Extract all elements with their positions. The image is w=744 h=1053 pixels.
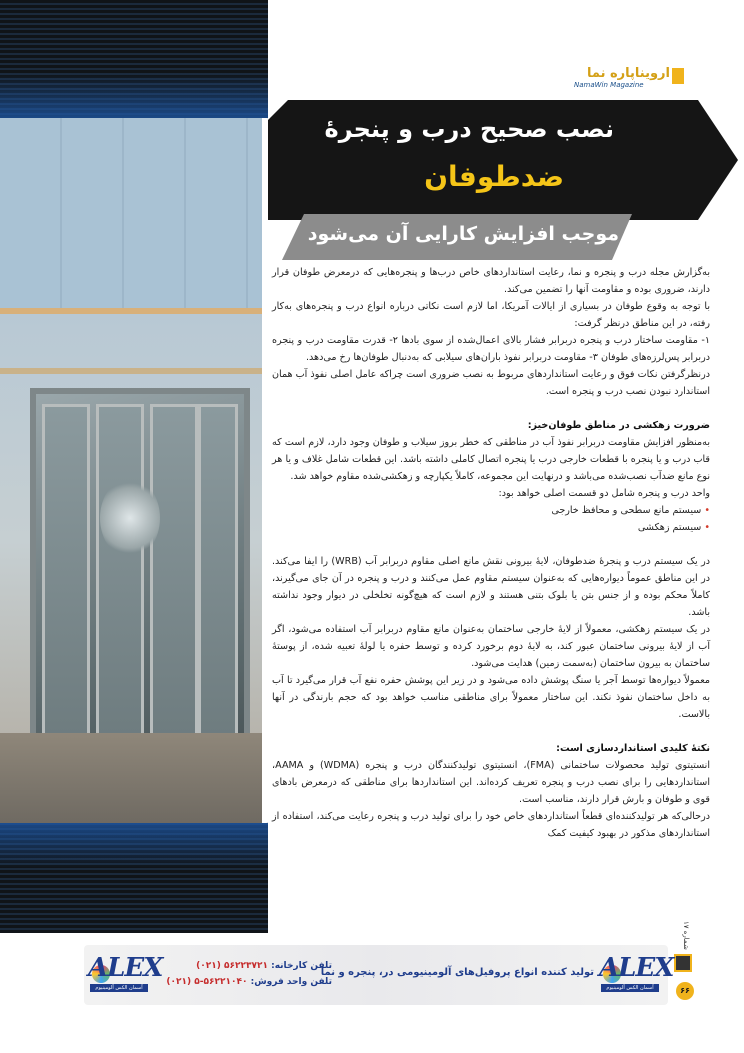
article-body: [272, 264, 710, 842]
alex-brand-text: ALEX: [599, 953, 674, 983]
article-paragraph: در یک سیستم درب و پنجرۀ ضدطوفان، لایۀ بیرونی نقش مانع اصلی مقاوم دربرابر آب (WRB) را ایفا می‌کند. در این مناطق عموماً دیواره‌هایی که به‌عنوان سیستم مقاوم عمل می‌کنند و درب و پنجره در آن جای می‌گیرند، کاملاً محکم بوده و از جنس بتن یا بلوک بتنی هستند و لازم است که هیچ‌گونه تخلخلی در دیوار وجود نداشته باشد.: [272, 556, 710, 618]
sales-phone: [162, 977, 332, 987]
magazine-logo-bar: [672, 68, 684, 84]
ad-tagline: تولید کننده انواع پروفیل‌های آلومینیومی در، پنجره و نما: [320, 967, 594, 978]
bullet-item: [272, 502, 710, 519]
article-subtitle: موجب افزایش کارایی آن می‌شود: [307, 223, 619, 245]
magazine-logo-text: ارویناپاره نما: [586, 66, 670, 81]
photo-beam: [0, 308, 268, 314]
section-marker-icon: [674, 954, 692, 972]
section-heading: نکتۀ کلیدی استانداردسازی است:: [556, 743, 710, 754]
article-paragraph: واحد درب و پنجره شامل دو قسمت اصلی خواهد بود:: [498, 488, 710, 499]
factory-phone-label: تلفن کارخانه:: [271, 961, 332, 971]
header-glow: [0, 73, 268, 118]
article-paragraph: درنظرگرفتن نکات فوق و رعایت استانداردهای مربوط به نصب ضروری است چراکه عامل اصلی نفوذ آب همان استاندارد نبودن نصب درب و پنجره است.: [272, 369, 710, 397]
footer-dark-band: [0, 823, 268, 933]
storm-window-photo: [0, 118, 268, 823]
article-paragraph: ۱- مقاومت ساختار درب و پنجره دربرابر فشار بالای اعمال‌شده از سوی بادها ۲- قدرت مقاومت درب و پنجره دربرابر پس‌لرزه‌های طوفان ۳- مقاومت دربرابر نفوذ باران‌های سیلابی که به‌دنبال طوفان‌ها رخ می‌دهد.: [272, 335, 710, 363]
photo-border: [262, 118, 272, 823]
sales-phone-number: ۵۶۲۲۱۰۴۰-۵ (۰۲۱): [166, 977, 248, 987]
section-heading: ضرورت زهکشی در مناطق طوفان‌خیز:: [527, 420, 710, 431]
bullet-text: سیستم زهکشی: [637, 522, 702, 533]
article-paragraph: در یک سیستم زهکشی، معمولاً از لایۀ خارجی ساختمان به‌عنوان مانع مقاوم دربرابر آب استفاده می‌شود، اگر آب از لایۀ بیرونی ساختمان عبور کند، به لایۀ دوم برخورد کرده و توسط حفره یا لولۀ تعبیه شده، از پوستۀ ساختمان به بیرون ساختمان (به‌سمت زمین) هدایت می‌شود.: [272, 624, 710, 669]
factory-phone: [162, 961, 332, 971]
article-paragraph: با توجه به وقوع طوفان در بسیاری از ایالات آمریکا، اما لازم است نکاتی درباره انواع درب و پنجره‌های به‌کار رفته، در این مناطق درنظر گرفت:: [272, 301, 710, 329]
advertisement-banner[interactable]: [84, 945, 674, 1005]
photo-glass-pane: [198, 404, 238, 762]
issue-number: شماره ۱۷: [682, 920, 690, 950]
magazine-logo-subtitle: NamaWin Magazine: [574, 81, 644, 89]
bullet-text: سیستم مانع سطحی و محافظ خارجی: [551, 505, 702, 516]
header-dark-band: [0, 0, 268, 118]
paragraph-gap: [272, 536, 710, 553]
article-paragraph: به‌گزارش مجله درب و پنجره و نما، رعایت استانداردهای خاص درب‌ها و پنجره‌هایی که درمعرض طوفان قرار دارند، ضروری بوده و مقاومت آنها را تضمین می‌کند.: [272, 267, 710, 295]
alex-brand-caption: آسمان الکس آلومینیوم: [601, 984, 659, 992]
footer-glow: [0, 823, 268, 868]
photo-glass-crack: [100, 478, 160, 558]
article-title-highlight: ضدطوفان: [424, 160, 564, 193]
article-title: نصب صحیح درب و پنجرۀ: [324, 115, 614, 143]
photo-floor: [0, 733, 268, 823]
paragraph-gap: [272, 723, 710, 740]
article-paragraph: به‌منظور افزایش مقاومت دربرابر نفوذ آب در مناطقی که خطر بروز سیلاب و طوفان وجود دارد، لازم است که قاب درب و یا پنجره با قطعات خارجی درب یا پنجره اتصال کاملی داشته باشد. این قطعات شامل غلاف و یا هر نوع مانع ضدآب نصب‌شده می‌باشد و درنهایت این مجموعه، کاملاً یکپارچه و زهکشی‌شده مقاوم خواهد شد.: [272, 437, 710, 482]
photo-glass-pane: [96, 404, 144, 762]
article-paragraph: معمولاً دیواره‌ها توسط آجر یا سنگ پوشش داده می‌شود و در زیر این پوشش حفره نفع آب قرار می‌گیرد تا آب به داخل ساختمان نفوذ نکند. این ساختار معمولاً برای مناطقی مناسب خواهد بود که حجم بارندگی در آنها بالاست.: [272, 675, 710, 720]
sales-phone-label: تلفن واحد فروش:: [250, 977, 332, 987]
alex-brand-text: ALEX: [88, 953, 163, 983]
article-paragraph: انستیتوی تولید محصولات ساختمانی (FMA)، انستیتوی تولیدکنندگان درب و پنجره (WDMA) و AAMA، استانداردهایی را برای نصب درب و پنجره تعریف کرده‌اند. این استانداردها برای مناطقی که درمعرض بادهای قوی و طوفان و بارش قرار دارند، مناسب است.: [272, 760, 711, 805]
bullet-dot: •: [701, 505, 710, 516]
magazine-logo: [574, 66, 670, 96]
alex-brand-caption: آسمان الکس آلومینیوم: [90, 984, 148, 992]
paragraph-gap: [272, 400, 710, 417]
alex-logo: [599, 951, 674, 997]
page-number: ۶۶: [676, 982, 694, 1000]
article-paragraph: درحالی‌که هر تولیدکننده‌ای قطعاً استانداردهای خاص خود را برای تولید درب و پنجره رعایت می‌کند، استفاده از استانداردهای مذکور در بهبود کیفیت کمک: [272, 811, 710, 839]
factory-phone-number: ۵۶۲۲۳۷۲۱ (۰۲۱): [196, 961, 268, 971]
photo-glass-pane: [42, 404, 90, 762]
photo-beam: [0, 368, 268, 374]
photo-glass-pane: [150, 404, 198, 762]
photo-wall: [0, 118, 268, 308]
bullet-dot: •: [701, 522, 710, 533]
alex-logo: [88, 951, 163, 997]
bullet-item: [272, 519, 710, 536]
